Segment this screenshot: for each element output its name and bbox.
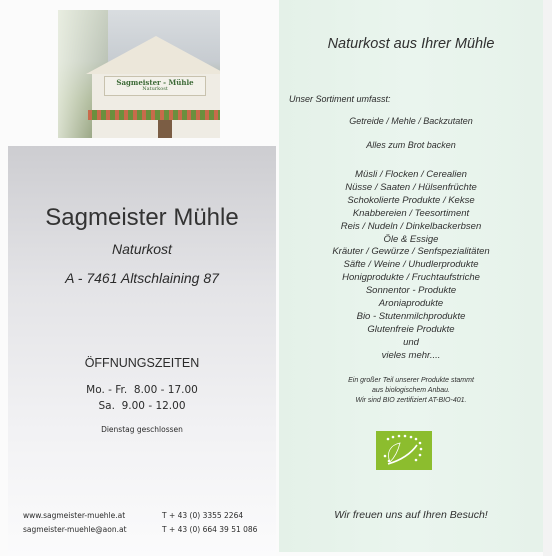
- business-subtitle: Naturkost: [112, 241, 172, 257]
- main-item: Alles zum Brot backen: [366, 140, 456, 150]
- right-panel: [279, 0, 543, 552]
- opening-hours-heading: ÖFFNUNGSZEITEN: [84, 356, 200, 370]
- building-roof: [86, 36, 220, 74]
- list-item: Müsli / Flocken / Cerealien: [355, 169, 467, 180]
- list-item: vieles mehr....: [381, 349, 441, 361]
- list-item: Öle & Essige: [383, 233, 439, 245]
- bio-note-line: Wir sind BIO zertifiziert AT-BIO-401.: [355, 397, 467, 404]
- list-item: Schokolierte Produkte / Kekse: [347, 194, 475, 206]
- phone-mobile: T + 43 (0) 664 39 51 086: [162, 525, 258, 534]
- main-item: Getreide / Mehle / Backzutaten: [349, 116, 473, 126]
- list-item: Nüsse / Saaten / Hülsenfrüchte: [345, 181, 477, 193]
- list-item: Aroniaprodukte: [378, 298, 444, 310]
- list-item: Knabbereien / Teesortiment: [352, 207, 470, 219]
- closed-note: Dienstag geschlossen: [101, 425, 183, 434]
- list-item: Reis / Nudeln / Dinkelbackerbsen: [340, 220, 482, 232]
- thanks-message: Wir freuen uns auf Ihren Besuch!: [334, 509, 488, 521]
- list-item: Kräuter / Gewürze / Senfspezialitäten: [332, 246, 490, 258]
- email-link[interactable]: sagmeister-muehle@aon.at: [23, 525, 127, 534]
- sign-name: Sagmeister - Mühle: [116, 78, 194, 87]
- list-item: Sonnentor - Produkte: [365, 285, 457, 297]
- page-edge: [543, 0, 552, 556]
- hours-weekdays: Mo. - Fr. 8.00 - 17.00: [86, 384, 198, 396]
- product-list: [279, 169, 543, 363]
- bio-note-line: aus biologischem Anbau.: [372, 387, 450, 394]
- sign-subtitle: Naturkost: [142, 86, 168, 92]
- mill-photo: [58, 10, 220, 138]
- assortment-intro: Unser Sortiment umfasst:: [289, 94, 391, 104]
- business-address: A - 7461 Altschlaining 87: [65, 270, 219, 286]
- bio-note-line: Ein großer Teil unserer Produkte stammt: [348, 377, 474, 384]
- hours-saturday: Sa. 9.00 - 12.00: [98, 400, 186, 412]
- business-name: Sagmeister Mühle: [45, 204, 239, 231]
- list-item: Glutenfreie Produkte: [367, 323, 455, 335]
- eu-organic-leaf-icon: [376, 431, 432, 470]
- product-title: Naturkost aus Ihrer Mühle: [327, 36, 495, 52]
- phone-landline: T + 43 (0) 3355 2264: [162, 511, 244, 520]
- bio-note: [279, 376, 543, 406]
- list-item: Bio - Stutenmilchprodukte: [356, 310, 466, 322]
- list-item: und: [403, 336, 419, 348]
- list-item: Honigprodukte / Fruchtaufstriche: [342, 272, 480, 284]
- website-link[interactable]: www.sagmeister-muehle.at: [23, 511, 126, 520]
- building-sign: [104, 76, 206, 96]
- info-card: [8, 146, 276, 556]
- building-door: [158, 120, 172, 138]
- list-item: Säfte / Weine / Uhudlerprodukte: [343, 259, 479, 271]
- flower-boxes: [88, 110, 220, 120]
